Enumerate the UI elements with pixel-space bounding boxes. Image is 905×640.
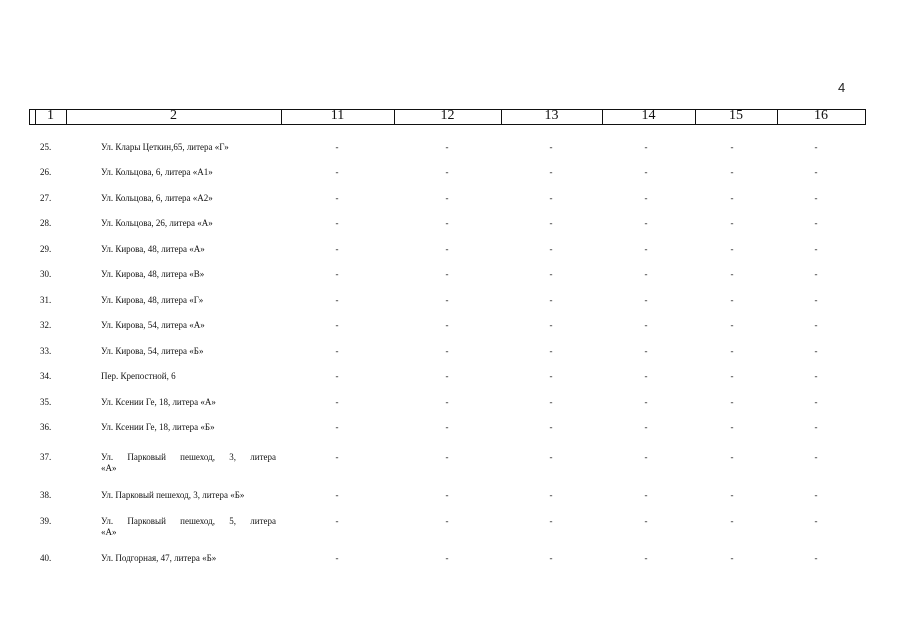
row-value-cell: - [335, 193, 339, 203]
row-value-cell: - [445, 346, 449, 356]
header-col-2: 2 [170, 108, 177, 123]
row-number: 38. [40, 490, 52, 500]
row-value-cell: - [644, 371, 648, 381]
row-address-text: Ул. Парковый пешеход, 3, литера [101, 452, 276, 462]
row-address-text: Ул. Подгорная, 47, литера «Б» [101, 553, 217, 563]
row-value-cell: - [335, 142, 339, 152]
row-address [101, 320, 276, 331]
row-address [101, 371, 276, 382]
row-value-cell: - [730, 346, 734, 356]
row-value-cell: - [335, 397, 339, 407]
header-col-14: 14 [641, 108, 656, 123]
row-value-cell: - [730, 397, 734, 407]
row-value-cell: - [549, 516, 553, 526]
row-value-cell: - [445, 516, 449, 526]
row-value-cell: - [814, 167, 818, 177]
row-value-cell: - [445, 244, 449, 254]
row-value-cell: - [814, 295, 818, 305]
row-number: 31. [40, 295, 52, 305]
row-value-cell: - [644, 244, 648, 254]
row-value-cell: - [549, 371, 553, 381]
row-value-cell: - [814, 452, 818, 462]
row-address-text: Ул. Кольцова, 26, литера «А» [101, 218, 213, 228]
row-value-cell: - [335, 218, 339, 228]
row-value-cell: - [335, 269, 339, 279]
row-address [101, 490, 276, 501]
row-address-text: Ул. Кольцова, 6, литера «А2» [101, 193, 213, 203]
row-value-cell: - [445, 142, 449, 152]
row-value-cell: - [445, 269, 449, 279]
row-address [101, 218, 276, 229]
row-value-cell: - [814, 320, 818, 330]
row-value-cell: - [445, 371, 449, 381]
row-value-cell: - [730, 320, 734, 330]
row-number: 36. [40, 422, 52, 432]
row-address-text: Ул. Кирова, 54, литера «А» [101, 320, 205, 330]
row-value-cell: - [335, 422, 339, 432]
row-value-cell: - [644, 452, 648, 462]
row-value-cell: - [549, 193, 553, 203]
row-number: 28. [40, 218, 52, 228]
row-value-cell: - [445, 452, 449, 462]
row-value-cell: - [814, 371, 818, 381]
row-value-cell: - [644, 193, 648, 203]
row-value-cell: - [814, 244, 818, 254]
row-value-cell: - [445, 320, 449, 330]
row-number: 34. [40, 371, 52, 381]
row-value-cell: - [549, 269, 553, 279]
row-address [101, 295, 276, 306]
row-value-cell: - [445, 397, 449, 407]
header-col-16: 16 [814, 108, 828, 123]
row-value-cell: - [549, 244, 553, 254]
row-number: 27. [40, 193, 52, 203]
row-address-text: Ул. Кольцова, 6, литера «А1» [101, 167, 213, 177]
row-value-cell: - [644, 346, 648, 356]
row-value-cell: - [814, 269, 818, 279]
row-value-cell: - [644, 167, 648, 177]
row-value-cell: - [335, 553, 339, 563]
row-value-cell: - [445, 553, 449, 563]
row-value-cell: - [730, 553, 734, 563]
row-value-cell: - [730, 516, 734, 526]
row-value-cell: - [730, 269, 734, 279]
row-value-cell: - [335, 167, 339, 177]
row-value-cell: - [814, 516, 818, 526]
row-address-text: Пер. Крепостной, 6 [101, 371, 176, 381]
row-address [101, 244, 276, 255]
row-value-cell: - [730, 422, 734, 432]
header-col-12: 12 [440, 108, 455, 123]
row-value-cell: - [730, 452, 734, 462]
row-number: 39. [40, 516, 52, 526]
row-address-text: Ул. Кирова, 48, литера «В» [101, 269, 205, 279]
row-value-cell: - [335, 295, 339, 305]
row-value-cell: - [644, 553, 648, 563]
row-value-cell: - [730, 244, 734, 254]
header-col-1: 1 [47, 108, 54, 123]
row-address [101, 553, 276, 564]
row-value-cell: - [335, 490, 339, 500]
row-value-cell: - [644, 320, 648, 330]
row-value-cell: - [445, 295, 449, 305]
header-col-15: 15 [729, 108, 743, 123]
row-value-cell: - [644, 422, 648, 432]
row-value-cell: - [549, 397, 553, 407]
row-number: 30. [40, 269, 52, 279]
row-value-cell: - [644, 218, 648, 228]
row-address [101, 422, 276, 433]
row-number: 40. [40, 553, 52, 563]
row-address-text: Ул. Кирова, 54, литера «Б» [101, 346, 204, 356]
row-value-cell: - [549, 218, 553, 228]
row-value-cell: - [549, 490, 553, 500]
row-value-cell: - [814, 397, 818, 407]
row-number: 37. [40, 452, 52, 462]
row-value-cell: - [335, 452, 339, 462]
row-value-cell: - [730, 295, 734, 305]
row-value-cell: - [644, 490, 648, 500]
row-value-cell: - [445, 422, 449, 432]
row-address-text: Ул. Ксении Ге, 18, литера «А» [101, 397, 216, 407]
row-value-cell: - [549, 553, 553, 563]
row-address [101, 142, 276, 153]
header-col-13: 13 [544, 108, 559, 123]
row-value-cell: - [814, 193, 818, 203]
row-value-cell: - [644, 142, 648, 152]
row-value-cell: - [814, 346, 818, 356]
row-value-cell: - [335, 346, 339, 356]
row-value-cell: - [814, 553, 818, 563]
row-value-cell: - [644, 269, 648, 279]
row-value-cell: - [335, 244, 339, 254]
row-value-cell: - [730, 142, 734, 152]
row-address [101, 452, 276, 474]
row-value-cell: - [549, 320, 553, 330]
row-value-cell: - [335, 371, 339, 381]
row-value-cell: - [644, 295, 648, 305]
row-value-cell: - [814, 218, 818, 228]
row-address-text: Ул. Кирова, 48, литера «Г» [101, 295, 204, 305]
row-address [101, 269, 276, 280]
row-address [101, 193, 276, 204]
row-value-cell: - [549, 167, 553, 177]
row-address-text: Ул. Кирова, 48, литера «А» [101, 244, 205, 254]
row-value-cell: - [644, 397, 648, 407]
row-number: 29. [40, 244, 52, 254]
table-header-row [29, 109, 866, 125]
row-address [101, 346, 276, 357]
row-value-cell: - [549, 295, 553, 305]
row-address-tail: «А» [101, 463, 117, 473]
row-value-cell: - [814, 490, 818, 500]
row-value-cell: - [335, 516, 339, 526]
row-number: 32. [40, 320, 52, 330]
row-value-cell: - [549, 142, 553, 152]
row-address [101, 167, 276, 178]
row-address-text: Ул. Клары Цеткин,65, литера «Г» [101, 142, 229, 152]
header-col-11: 11 [330, 108, 345, 123]
row-address-text: Ул. Парковый пешеход, 5, литера [101, 516, 276, 526]
row-value-cell: - [730, 490, 734, 500]
row-value-cell: - [445, 167, 449, 177]
row-value-cell: - [814, 422, 818, 432]
row-address-tail: «А» [101, 527, 117, 537]
page-number: 4 [838, 80, 846, 95]
row-value-cell: - [644, 516, 648, 526]
row-value-cell: - [549, 452, 553, 462]
row-number: 33. [40, 346, 52, 356]
row-value-cell: - [814, 142, 818, 152]
row-value-cell: - [730, 193, 734, 203]
row-value-cell: - [445, 218, 449, 228]
row-value-cell: - [730, 218, 734, 228]
row-number: 26. [40, 167, 52, 177]
row-address-text: Ул. Ксении Ге, 18, литера «Б» [101, 422, 215, 432]
row-address-text: Ул. Парковый пешеход, 3, литера «Б» [101, 490, 245, 500]
row-value-cell: - [549, 346, 553, 356]
row-number: 35. [40, 397, 52, 407]
row-number: 25. [40, 142, 52, 152]
row-address [101, 397, 276, 408]
row-address [101, 516, 276, 538]
row-value-cell: - [445, 490, 449, 500]
row-value-cell: - [730, 371, 734, 381]
row-value-cell: - [549, 422, 553, 432]
row-value-cell: - [445, 193, 449, 203]
row-value-cell: - [335, 320, 339, 330]
row-value-cell: - [730, 167, 734, 177]
